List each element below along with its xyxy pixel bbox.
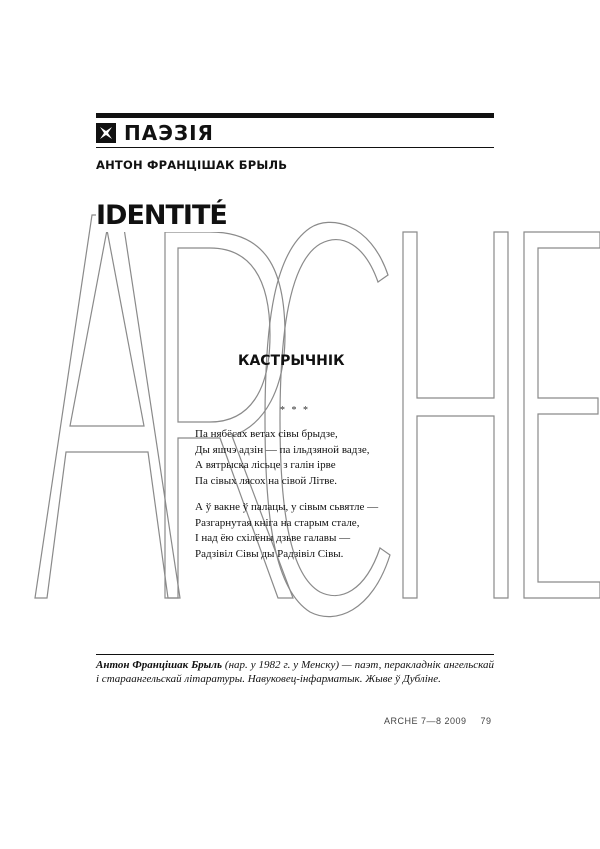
- bio-author-name: Антон Францішак Брыль: [96, 659, 222, 671]
- bio-rule: [96, 654, 494, 655]
- cycle-title: IDENTITÉ: [96, 200, 227, 231]
- section-title: ПАЭЗІЯ: [124, 121, 214, 145]
- page-number: 79: [480, 716, 492, 726]
- author-bio: [96, 658, 494, 686]
- poem-separator: * * *: [280, 405, 310, 416]
- bio-text: (нар. у 1982 г. у Менску) — паэт, перакладнік ангельскай і стараангельскай літаратуры. Навуковец-інфарматык. Жыве ў Дубліне.: [96, 659, 494, 685]
- poem-line: Па сівых лясох на сівой Літве.: [195, 474, 338, 487]
- poem-title: КАСТРЫЧНІК: [238, 353, 345, 369]
- watermark-letter-a: [35, 215, 180, 598]
- author-name: АНТОН ФРАНЦІШАК БРЫЛЬ: [96, 158, 288, 172]
- journal-issue: ARCHE 7—8 2009: [384, 716, 467, 726]
- poem-line: А вятрыска лісьце з галін ірве: [195, 459, 336, 471]
- poem-line: Па нябёсах ветах сівы брыдзе,: [195, 428, 338, 440]
- page-footer: [384, 716, 492, 726]
- poem-line: Ды яшчэ адзін — па ільдзяной вадзе,: [195, 443, 370, 456]
- watermark-letter-e: [524, 232, 600, 598]
- poem-line: А ў вакне ў палацы, у сівым сьвятле —: [195, 501, 379, 513]
- poem-stanza: [195, 500, 378, 562]
- poem-line: Радзівіл Сівы ды Радзівіл Сівы.: [195, 547, 344, 560]
- poem-line: І над ёю схілёны дзьве галавы —: [195, 532, 351, 544]
- poem-line: Разгарнутая кніга на старым стале,: [195, 516, 360, 529]
- watermark-letter-h: [403, 232, 508, 598]
- poem-stanza: [195, 427, 369, 489]
